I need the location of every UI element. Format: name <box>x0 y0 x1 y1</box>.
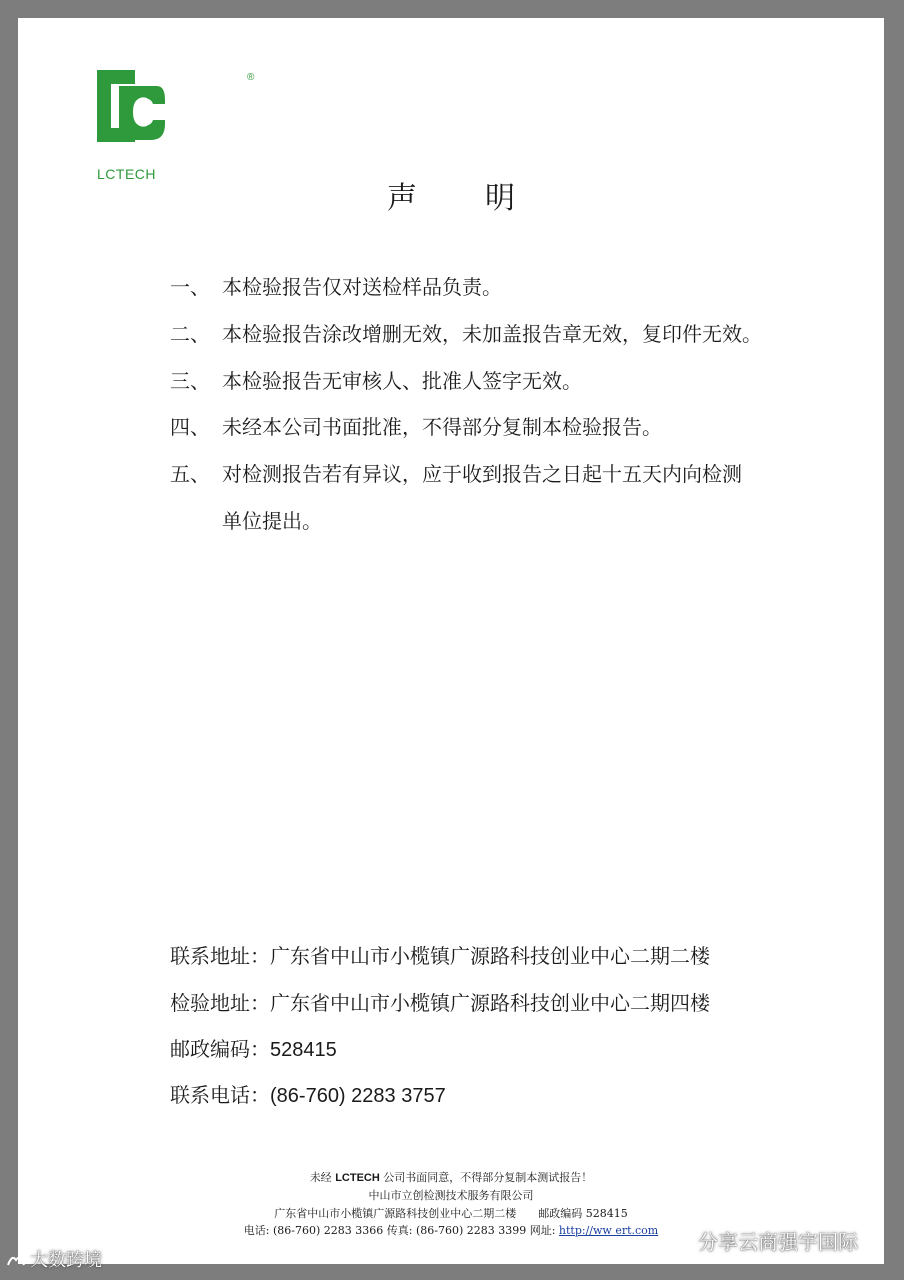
title-char-1: 声 <box>387 181 417 216</box>
footer-text: 公司书面同意，不得部分复制本测试报告！ <box>379 1171 593 1184</box>
watermark-text: 大数跨境 <box>30 1250 102 1271</box>
statement-text: 未经本公司书面批准，不得部分复制本检验报告。 <box>222 415 662 439</box>
statement-number: 五、 <box>170 462 210 486</box>
footer-line-3: 广东省中山市小榄镇广源路科技创业中心二期二楼 邮政编码 528415 <box>274 1207 628 1220</box>
lctech-logo <box>97 70 255 185</box>
statement-text: 对检测报告若有异议，应于收到报告之日起十五天内向检测 <box>222 462 742 486</box>
watermark-left <box>6 1246 102 1272</box>
document-page <box>18 18 884 1264</box>
statement-number: 二、 <box>170 322 210 346</box>
statement-item-4 <box>170 414 662 440</box>
contact-value: 广东省中山市小榄镇广源路科技创业中心二期四楼 <box>270 991 710 1015</box>
footer-line-1 <box>18 1170 884 1186</box>
footer-line-2: 中山市立创检测技术服务有限公司 <box>368 1189 534 1202</box>
contact-value: 528415 <box>270 1039 337 1061</box>
registered-mark: ® <box>247 72 255 83</box>
statement-number: 四、 <box>170 415 210 439</box>
statement-text: 本检验报告无审核人、批准人签字无效。 <box>222 369 582 393</box>
inspection-address <box>170 990 710 1016</box>
watermark-logo-icon <box>6 1252 26 1268</box>
statement-text: 本检验报告仅对送检样品负责。 <box>222 275 502 299</box>
footer-text: 未经 <box>309 1171 336 1184</box>
contact-value: 广东省中山市小榄镇广源路科技创业中心二期二楼 <box>270 944 710 968</box>
footer-brand: LCTECH <box>335 1172 380 1184</box>
statement-item-5-continuation: 单位提出。 <box>222 509 322 533</box>
footer-text: 电话: (86-760) 2283 3366 传真: (86-760) 2283 3399 网址: <box>243 1224 559 1237</box>
contact-label: 联系地址： <box>170 944 270 968</box>
statement-item-5 <box>170 461 742 487</box>
title-char-2: 明 <box>485 181 515 216</box>
website-link[interactable]: http://ww ert.com <box>558 1224 659 1237</box>
contact-phone <box>170 1082 446 1109</box>
watermark-text: 分享云商强宇国际 <box>698 1230 858 1254</box>
postal-code <box>170 1036 337 1063</box>
statement-item-1 <box>170 274 502 300</box>
lctech-logo-mark-icon <box>97 70 167 142</box>
contact-value: (86-760) 2283 3757 <box>270 1085 446 1107</box>
contact-label: 联系电话： <box>170 1083 270 1107</box>
page-title <box>18 173 884 217</box>
watermark-right <box>674 1226 858 1255</box>
statement-item-2 <box>170 321 762 347</box>
wechat-icon <box>674 1235 694 1251</box>
contact-label: 邮政编码： <box>170 1037 270 1061</box>
contact-address <box>170 943 710 969</box>
contact-label: 检验地址： <box>170 991 270 1015</box>
statement-number: 一、 <box>170 275 210 299</box>
statement-item-3 <box>170 368 582 394</box>
logo-text: LCTECH <box>97 166 157 182</box>
statement-number: 三、 <box>170 369 210 393</box>
statement-text: 本检验报告涂改增删无效，未加盖报告章无效，复印件无效。 <box>222 322 762 346</box>
